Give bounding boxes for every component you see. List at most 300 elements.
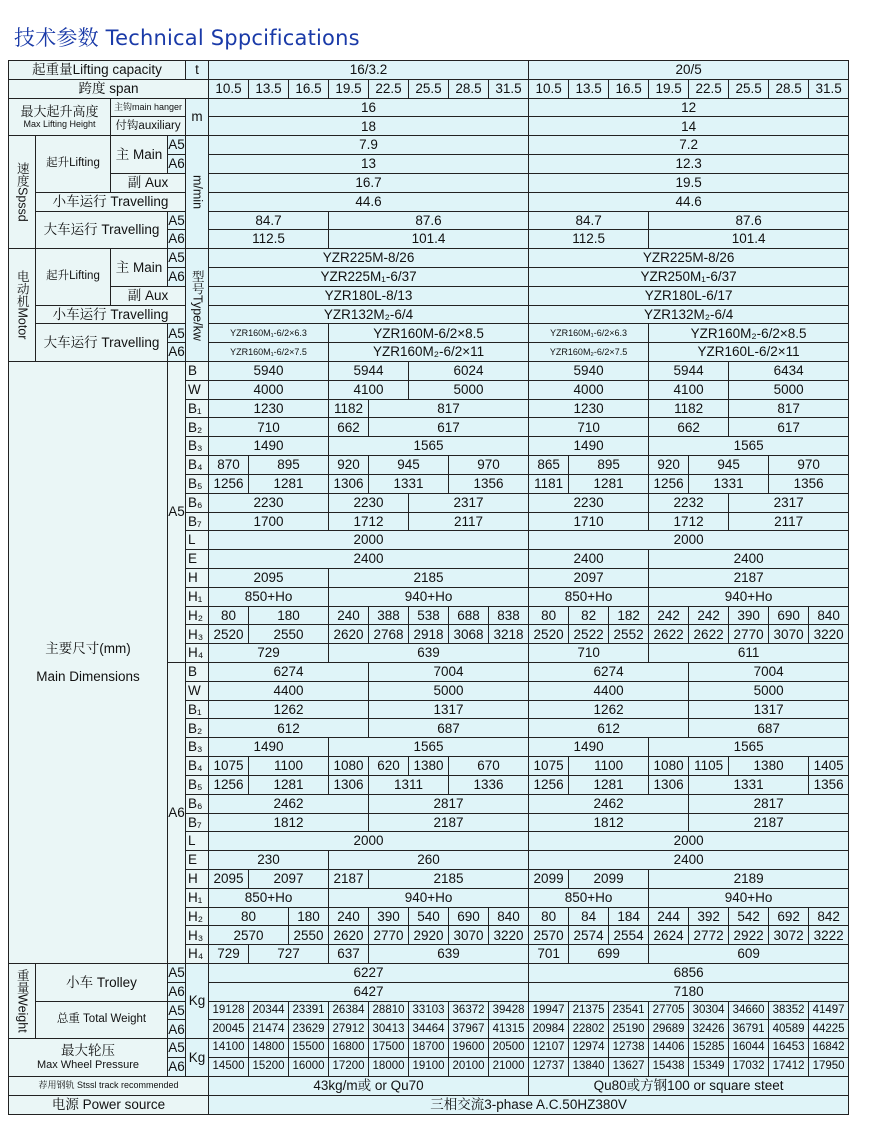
dim-value: 3222 [809, 926, 849, 945]
dim-value: 970 [769, 456, 849, 475]
dim-value: 727 [249, 945, 329, 964]
wheel-pressure-value: 18000 [369, 1058, 409, 1077]
dim-label: B₆ [186, 493, 209, 512]
dim-value: 3068 [449, 625, 489, 644]
total-weight-value: 27705 [649, 1001, 689, 1020]
dim-label: H₃ [186, 625, 209, 644]
dim-value: 2552 [609, 625, 649, 644]
table-cell: 101.4 [649, 230, 849, 249]
dim-value: 2770 [369, 926, 409, 945]
dim-value: 2000 [209, 531, 529, 550]
total-weight-value: 27912 [329, 1020, 369, 1039]
wheel-pressure-value: 13840 [569, 1058, 609, 1077]
dim-value: 2622 [649, 625, 689, 644]
dim-value: 2624 [649, 926, 689, 945]
label-power: 电源 Power source [9, 1095, 209, 1114]
dim-value: 701 [529, 945, 569, 964]
total-weight-value: 25190 [609, 1020, 649, 1039]
label-a5: A5 [168, 211, 186, 230]
dim-value: 2620 [329, 625, 369, 644]
label-main-hanger: 主钩main hanger [111, 98, 186, 117]
dim-value: 1565 [329, 437, 529, 456]
label-weight: 重量Weight [9, 964, 36, 1039]
dim-value: 1281 [249, 775, 329, 794]
total-weight-value: 21474 [249, 1020, 289, 1039]
dim-value: 2400 [649, 550, 849, 569]
dim-value: 2097 [529, 568, 649, 587]
unit-m: m [186, 98, 209, 136]
dim-value: 1331 [369, 474, 449, 493]
dim-value: 2097 [249, 869, 329, 888]
dim-value: 710 [529, 418, 649, 437]
dim-label: B₆ [186, 794, 209, 813]
dim-value: 620 [369, 757, 409, 776]
main-dimensions-zh: 主要尺寸(mm) [45, 641, 131, 656]
dim-value: 2185 [329, 568, 529, 587]
label-crane-travelling: 大车运行 Travelling [36, 324, 168, 362]
main-height-1: 16 [209, 98, 529, 117]
dim-value: 2095 [209, 869, 249, 888]
total-weight-value: 32426 [689, 1020, 729, 1039]
dim-value: 2187 [369, 813, 529, 832]
dim-value: 1182 [329, 399, 369, 418]
dim-value: 542 [729, 907, 769, 926]
label-a5: A5 [168, 136, 186, 155]
table-cell: YZR160M₁-6/2×6.3 [209, 324, 329, 343]
wheel-pressure-value: 14800 [249, 1039, 289, 1058]
label-a6: A6 [168, 1020, 186, 1039]
track-group-2: Qu80或方钢100 or square steet [529, 1076, 849, 1095]
table-cell: YZR225M₁-6/37 [209, 267, 529, 286]
total-weight-value: 21375 [569, 1001, 609, 1020]
dim-label: H₄ [186, 945, 209, 964]
table-cell: 16.7 [209, 173, 529, 192]
dim-value: 617 [369, 418, 529, 437]
dim-value: 1080 [649, 757, 689, 776]
table-cell: YZR250M₁-6/37 [529, 267, 849, 286]
dim-value: 244 [649, 907, 689, 926]
dim-value: 1075 [529, 757, 569, 776]
table-cell: 7.9 [209, 136, 529, 155]
label-crane-travelling: 大车运行 Travelling [36, 211, 168, 249]
dim-label: L [186, 832, 209, 851]
total-weight-value: 41497 [809, 1001, 849, 1020]
dim-value: 390 [369, 907, 409, 926]
total-weight-value: 40589 [769, 1020, 809, 1039]
wheel-pressure-zh: 最大轮压 [61, 1043, 115, 1059]
dim-value: 2000 [529, 531, 849, 550]
dim-value: 2622 [689, 625, 729, 644]
dim-value: 1812 [529, 813, 689, 832]
dim-value: 2920 [409, 926, 449, 945]
label-aux: 副 Aux [111, 173, 186, 192]
span-value: 13.5 [569, 79, 609, 98]
dim-value: 850+Ho [529, 888, 649, 907]
dim-value: 1490 [529, 437, 649, 456]
dim-value: 7004 [369, 663, 529, 682]
label-span: 跨度 span [9, 79, 209, 98]
dim-value: 1356 [449, 474, 529, 493]
dim-label: H [186, 869, 209, 888]
dim-value: 240 [329, 907, 369, 926]
dim-value: 84 [569, 907, 609, 926]
label-wheel-pressure [9, 1039, 168, 1077]
span-value: 19.5 [649, 79, 689, 98]
wheel-pressure-value: 16453 [769, 1039, 809, 1058]
dim-value: 729 [209, 945, 249, 964]
dim-label: B₄ [186, 456, 209, 475]
label-speed: 速度Spssd [9, 136, 36, 249]
wheel-pressure-value: 17032 [729, 1058, 769, 1077]
dim-value: 4400 [209, 681, 369, 700]
table-cell: 44.6 [209, 192, 529, 211]
dim-value: 6274 [529, 663, 689, 682]
wheel-pressure-value: 16842 [809, 1039, 849, 1058]
span-value: 16.5 [289, 79, 329, 98]
wheel-pressure-value: 20500 [489, 1039, 529, 1058]
dim-label: B₅ [186, 474, 209, 493]
dim-value: 3072 [769, 926, 809, 945]
dim-label: H₁ [186, 587, 209, 606]
dim-value: 1405 [809, 757, 849, 776]
table-cell: 6227 [209, 964, 529, 983]
dim-value: 2400 [529, 851, 849, 870]
total-weight-value: 34660 [729, 1001, 769, 1020]
dim-value: 612 [209, 719, 369, 738]
span-value: 19.5 [329, 79, 369, 98]
dim-value: 945 [369, 456, 449, 475]
wheel-pressure-value: 17200 [329, 1058, 369, 1077]
dim-value: 390 [729, 606, 769, 625]
dim-value: 2550 [249, 625, 329, 644]
dim-value: 1182 [649, 399, 729, 418]
dim-value: 2400 [529, 550, 649, 569]
dim-value: 838 [489, 606, 529, 625]
total-weight-value: 22802 [569, 1020, 609, 1039]
dim-label: H₁ [186, 888, 209, 907]
dim-value: 1710 [529, 512, 649, 531]
dim-value: 895 [569, 456, 649, 475]
dim-value: 1490 [209, 738, 329, 757]
dim-value: 2522 [569, 625, 609, 644]
dim-value: 662 [649, 418, 729, 437]
table-cell: YZR180L-8/13 [209, 286, 529, 305]
dim-value: 5000 [729, 380, 849, 399]
total-weight-value: 20344 [249, 1001, 289, 1020]
label-total-weight: 总重 Total Weight [36, 1001, 168, 1039]
wheel-pressure-value: 15500 [289, 1039, 329, 1058]
dim-value: 2520 [529, 625, 569, 644]
wheel-pressure-value: 16800 [329, 1039, 369, 1058]
dim-value: 2922 [729, 926, 769, 945]
total-weight-value: 23629 [289, 1020, 329, 1039]
wheel-pressure-value: 14100 [209, 1039, 249, 1058]
total-weight-value: 39428 [489, 1001, 529, 1020]
dim-value: 710 [209, 418, 329, 437]
dim-label: B₄ [186, 757, 209, 776]
dim-label: H₄ [186, 644, 209, 663]
span-value: 10.5 [209, 79, 249, 98]
dim-value: 1317 [689, 700, 849, 719]
dim-value: 3218 [489, 625, 529, 644]
dim-value: 2817 [689, 794, 849, 813]
dim-value: 2099 [569, 869, 649, 888]
dim-label: B₂ [186, 719, 209, 738]
label-track: 荐用钢轨 Stssl track recommended [9, 1076, 209, 1095]
dim-value: 7004 [689, 663, 849, 682]
label-trolley-travelling: 小车运行 Travelling [36, 305, 186, 324]
dim-value: 729 [209, 644, 329, 663]
dim-value: 1262 [529, 700, 689, 719]
table-cell: 6856 [529, 964, 849, 983]
dim-value: 1565 [329, 738, 529, 757]
dim-value: 2574 [569, 926, 609, 945]
dim-value: 1281 [569, 474, 649, 493]
table-cell: 87.6 [649, 211, 849, 230]
wheel-pressure-value: 15285 [689, 1039, 729, 1058]
label-a5: A5 [168, 362, 186, 663]
dim-value: 2187 [649, 568, 849, 587]
dim-value: 1256 [209, 474, 249, 493]
dim-value: 817 [369, 399, 529, 418]
label-aux: 副 Aux [111, 286, 186, 305]
dim-value: 920 [649, 456, 689, 475]
table-cell: YZR160M₂-6/2×8.5 [649, 324, 849, 343]
dim-value: 690 [769, 606, 809, 625]
dim-value: 1075 [209, 757, 249, 776]
dim-value: 80 [529, 907, 569, 926]
table-cell: YZR225M-8/26 [529, 249, 849, 268]
dim-value: 80 [209, 907, 289, 926]
label-trolley: 小车 Trolley [36, 964, 168, 1002]
dim-value: 920 [329, 456, 369, 475]
dim-value: 842 [809, 907, 849, 926]
dim-value: 710 [529, 644, 649, 663]
span-value: 28.5 [449, 79, 489, 98]
total-weight-value: 30304 [689, 1001, 729, 1020]
dim-label: H₃ [186, 926, 209, 945]
span-value: 31.5 [809, 79, 849, 98]
dim-value: 2400 [209, 550, 529, 569]
dim-value: 4400 [529, 681, 689, 700]
dim-value: 1105 [689, 757, 729, 776]
wheel-pressure-value: 17950 [809, 1058, 849, 1077]
label-a6: A6 [168, 1058, 186, 1077]
dim-value: 6434 [729, 362, 849, 381]
unit-type-kw: 型号Type/kw [186, 249, 209, 362]
dim-value: 5000 [409, 380, 529, 399]
dim-value: 180 [289, 907, 329, 926]
wheel-pressure-value: 15438 [649, 1058, 689, 1077]
dim-value: 865 [529, 456, 569, 475]
total-weight-value: 38352 [769, 1001, 809, 1020]
wheel-pressure-value: 12107 [529, 1039, 569, 1058]
dim-value: 662 [329, 418, 369, 437]
dim-value: 1712 [329, 512, 409, 531]
wheel-pressure-value: 13627 [609, 1058, 649, 1077]
dim-value: 690 [449, 907, 489, 926]
dim-value: 388 [369, 606, 409, 625]
table-cell: YZR160L-6/2×11 [649, 343, 849, 362]
dim-value: 2550 [289, 926, 329, 945]
dim-value: 1306 [649, 775, 689, 794]
dim-value: 692 [769, 907, 809, 926]
table-cell: 7.2 [529, 136, 849, 155]
dim-value: 1256 [209, 775, 249, 794]
dim-value: 1256 [649, 474, 689, 493]
table-cell: YZR160M₁-6/2×7.5 [209, 343, 329, 362]
label-trolley-travelling: 小车运行 Travelling [36, 192, 186, 211]
dim-value: 817 [729, 399, 849, 418]
dim-value: 2317 [729, 493, 849, 512]
dim-value: 2570 [209, 926, 289, 945]
total-weight-value: 33103 [409, 1001, 449, 1020]
dim-value: 2462 [209, 794, 369, 813]
label-main: 主 Main [111, 249, 168, 287]
dim-value: 2768 [369, 625, 409, 644]
dim-value: 2232 [649, 493, 729, 512]
wheel-pressure-value: 12974 [569, 1039, 609, 1058]
dim-value: 850+Ho [529, 587, 649, 606]
label-a6: A6 [168, 230, 186, 249]
dim-value: 2230 [529, 493, 649, 512]
power-value: 三相交流3-phase A.C.50HZ380V [209, 1095, 849, 1114]
dim-value: 1700 [209, 512, 329, 531]
dim-value: 940+Ho [329, 587, 529, 606]
dim-label: L [186, 531, 209, 550]
dim-value: 2554 [609, 926, 649, 945]
wheel-pressure-value: 12737 [529, 1058, 569, 1077]
dim-value: 1812 [209, 813, 369, 832]
dim-value: 940+Ho [329, 888, 529, 907]
dim-label: E [186, 550, 209, 569]
dim-value: 1306 [329, 474, 369, 493]
table-cell: 19.5 [529, 173, 849, 192]
dim-value: 82 [569, 606, 609, 625]
dim-label: H₂ [186, 606, 209, 625]
dim-value: 840 [489, 907, 529, 926]
dim-value: 637 [329, 945, 369, 964]
dim-value: 1262 [209, 700, 369, 719]
wheel-pressure-value: 15200 [249, 1058, 289, 1077]
label-a6: A6 [168, 982, 186, 1001]
dim-value: 895 [249, 456, 329, 475]
dim-value: 1380 [409, 757, 449, 776]
total-weight-value: 36372 [449, 1001, 489, 1020]
dim-value: 688 [449, 606, 489, 625]
table-cell: 7180 [529, 982, 849, 1001]
table-cell: 112.5 [209, 230, 329, 249]
wheel-pressure-value: 19100 [409, 1058, 449, 1077]
spec-table [8, 60, 851, 1115]
dim-value: 1311 [369, 775, 449, 794]
main-dimensions-en: Main Dimensions [36, 668, 140, 684]
dim-value: 870 [209, 456, 249, 475]
table-cell: YZR160M₂-6/2×11 [329, 343, 529, 362]
unit-t: t [186, 61, 209, 80]
label-a5: A5 [168, 964, 186, 983]
dim-value: 2095 [209, 568, 329, 587]
dim-value: 1356 [809, 775, 849, 794]
dim-value: 1336 [449, 775, 529, 794]
dim-value: 392 [689, 907, 729, 926]
max-height-zh: 最大起升高度 [20, 103, 99, 119]
dim-value: 2620 [329, 926, 369, 945]
dim-value: 2770 [729, 625, 769, 644]
dim-value: 1181 [529, 474, 569, 493]
table-cell: 84.7 [209, 211, 329, 230]
dim-value: 3070 [449, 926, 489, 945]
total-weight-value: 36791 [729, 1020, 769, 1039]
dim-value: 540 [409, 907, 449, 926]
wheel-pressure-value: 19600 [449, 1039, 489, 1058]
dim-value: 2317 [409, 493, 529, 512]
dim-value: 6024 [409, 362, 529, 381]
label-max-lifting-height [9, 98, 111, 136]
dim-value: 2817 [369, 794, 529, 813]
table-cell: YZR160M₂-6/2×7.5 [529, 343, 649, 362]
dim-value: 5944 [329, 362, 409, 381]
dim-value: 242 [649, 606, 689, 625]
dim-label: B₇ [186, 512, 209, 531]
dim-value: 617 [729, 418, 849, 437]
wheel-pressure-value: 15349 [689, 1058, 729, 1077]
dim-value: 1256 [529, 775, 569, 794]
label-a5: A5 [168, 324, 186, 343]
total-weight-value: 23391 [289, 1001, 329, 1020]
table-cell: YZR132M₂-6/4 [529, 305, 849, 324]
aux-height-1: 18 [209, 117, 529, 136]
dim-value: 1331 [689, 474, 769, 493]
wheel-pressure-value: 16000 [289, 1058, 329, 1077]
dim-value: 230 [209, 851, 329, 870]
dim-label: B [186, 362, 209, 381]
label-lifting: 起升Lifting [36, 249, 111, 305]
dim-value: 2189 [649, 869, 849, 888]
unit-m-min: m/min [186, 136, 209, 249]
label-a5: A5 [168, 1001, 186, 1020]
label-lifting: 起升Lifting [36, 136, 111, 192]
dim-value: 850+Ho [209, 587, 329, 606]
table-cell: YZR132M₂-6/4 [209, 305, 529, 324]
page-title: 技术参数 Technical Sppcifications [14, 26, 360, 50]
aux-height-2: 14 [529, 117, 849, 136]
span-value: 13.5 [249, 79, 289, 98]
label-a6: A6 [168, 155, 186, 174]
table-cell: 44.6 [529, 192, 849, 211]
wheel-pressure-value: 18700 [409, 1039, 449, 1058]
total-weight-value: 34464 [409, 1020, 449, 1039]
span-value: 31.5 [489, 79, 529, 98]
dim-value: 2000 [529, 832, 849, 851]
wheel-pressure-value: 20100 [449, 1058, 489, 1077]
dim-label: B₇ [186, 813, 209, 832]
capacity-group-1: 16/3.2 [209, 61, 529, 80]
span-value: 10.5 [529, 79, 569, 98]
dim-value: 4100 [649, 380, 729, 399]
table-cell: 84.7 [529, 211, 649, 230]
main-height-2: 12 [529, 98, 849, 117]
dim-value: 970 [449, 456, 529, 475]
label-lifting-capacity: 起重量Lifting capacity [9, 61, 186, 80]
dim-value: 3070 [769, 625, 809, 644]
dim-value: 850+Ho [209, 888, 329, 907]
dim-value: 3220 [809, 625, 849, 644]
dim-value: 1317 [369, 700, 529, 719]
dim-value: 80 [529, 606, 569, 625]
total-weight-value: 26384 [329, 1001, 369, 1020]
dim-value: 687 [369, 719, 529, 738]
